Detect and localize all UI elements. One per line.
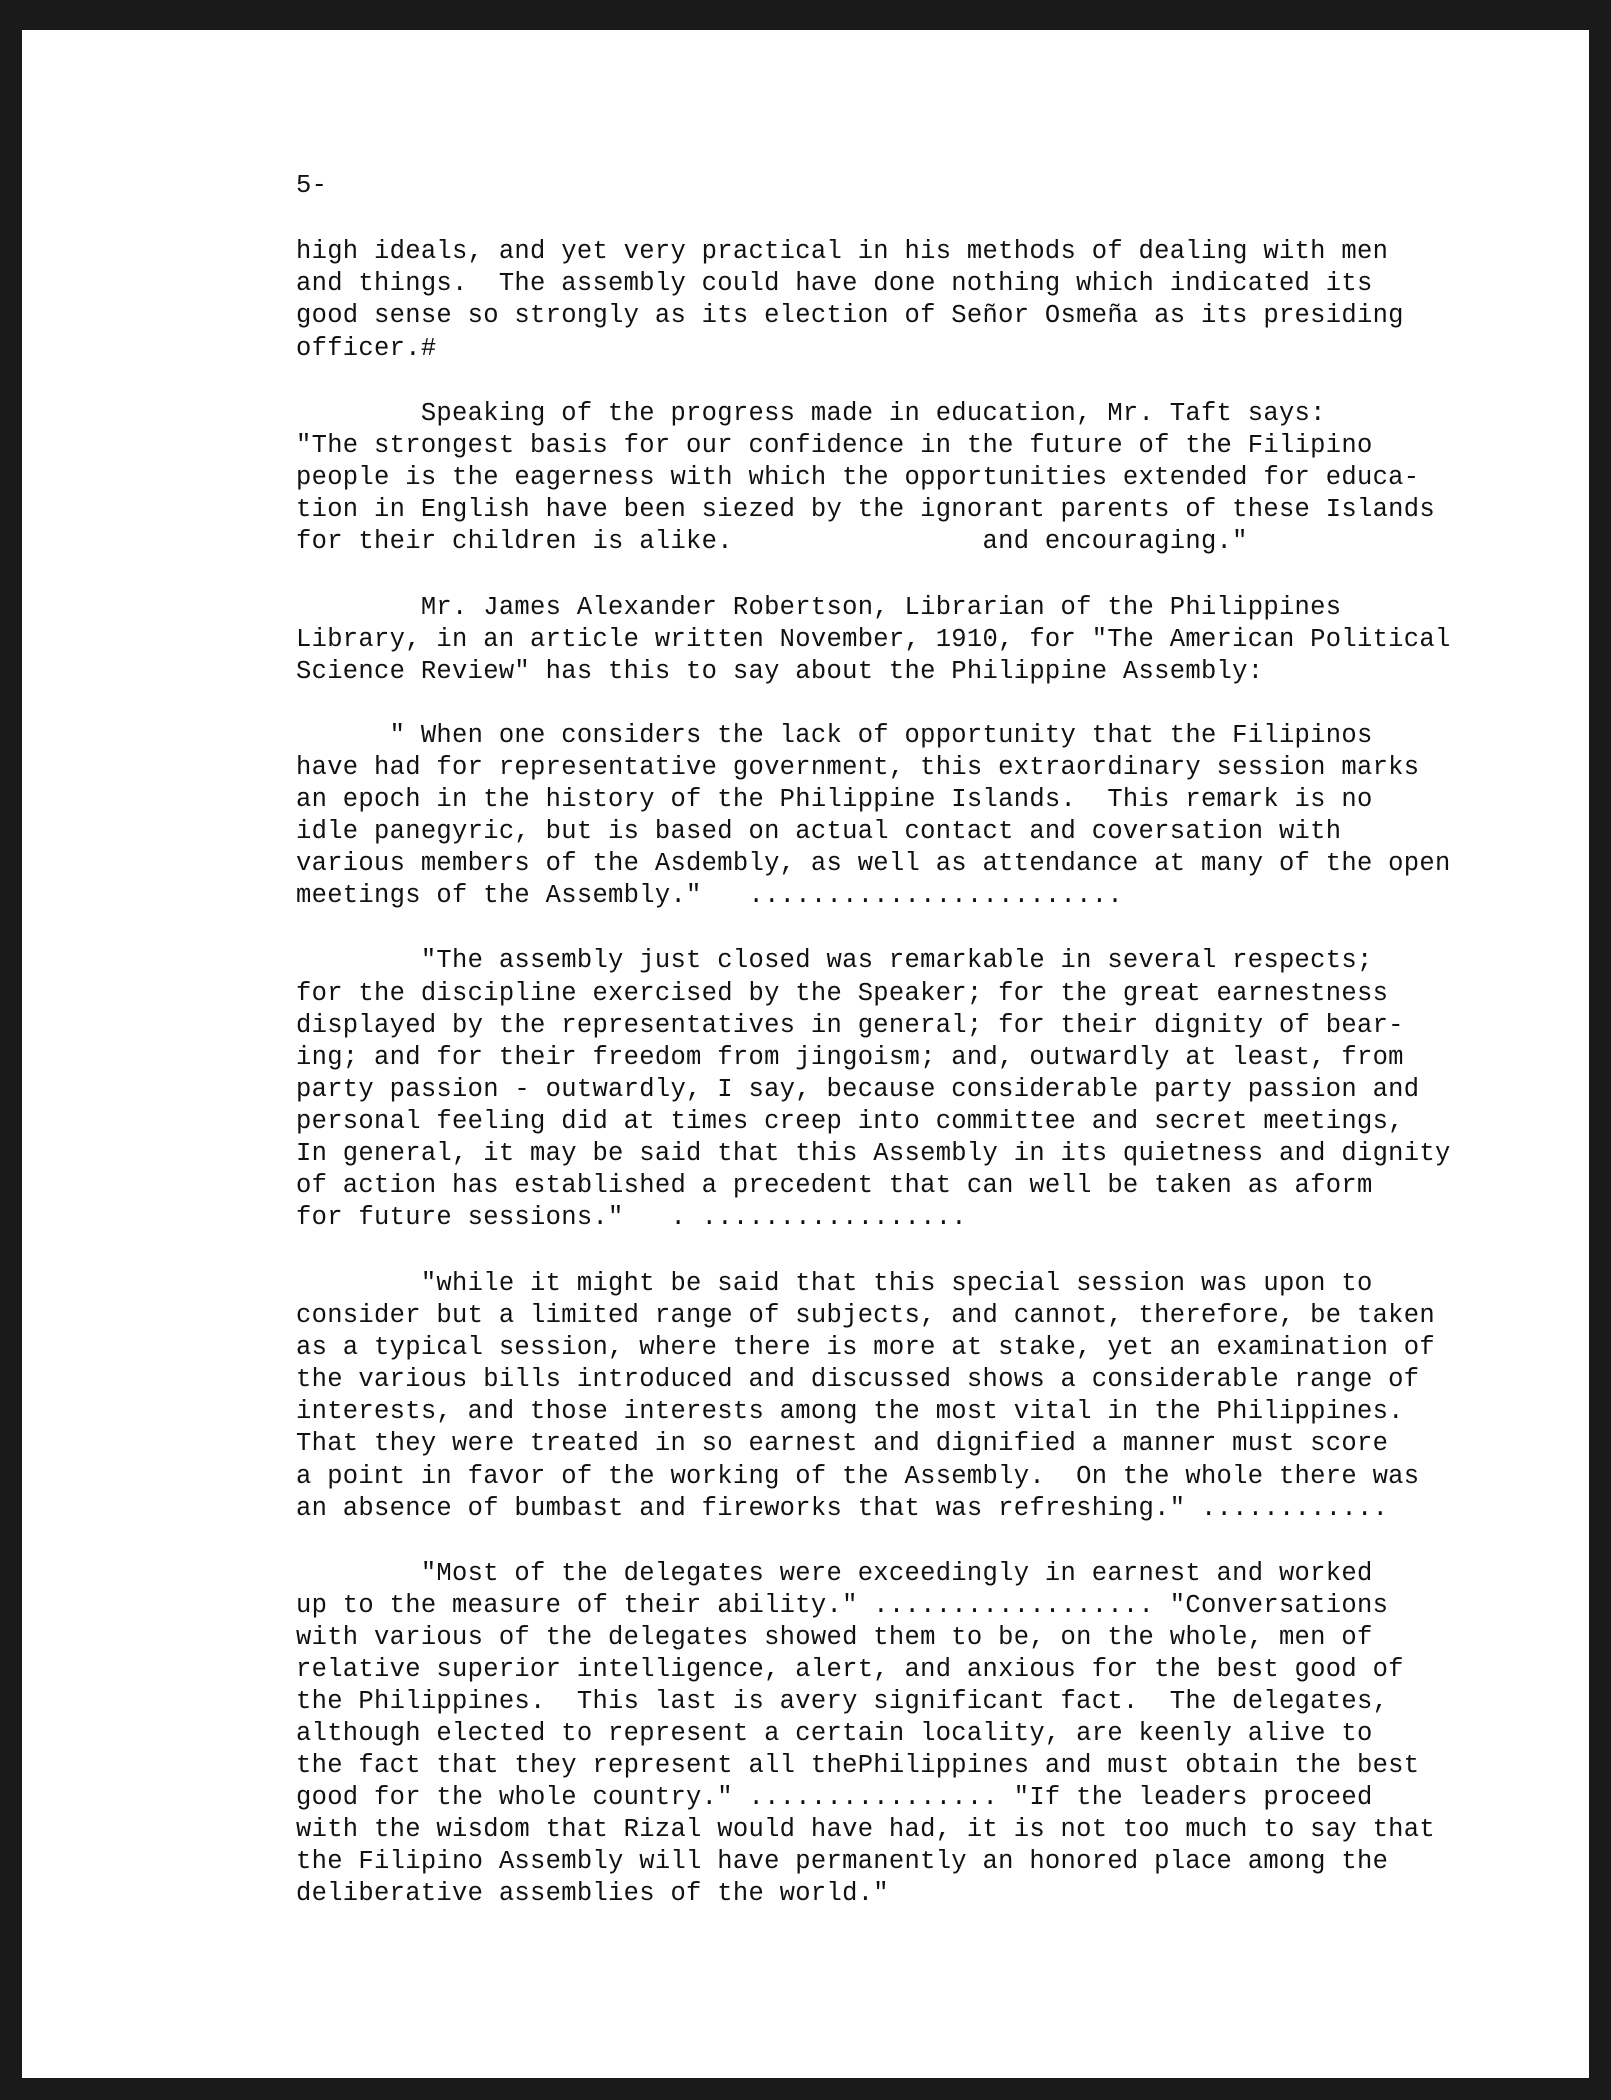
text-line: with various of the delegates showed them to be, on the whole, men of: [296, 1623, 1373, 1652]
text-line: the Filipino Assembly will have permanently an honored place among the: [296, 1847, 1389, 1876]
page-number: 5-: [296, 171, 328, 200]
text-line: people is the eagerness with which the opportunities extended for educa-: [296, 463, 1420, 492]
text-line: good for the whole country." ................ "If the leaders proceed: [296, 1783, 1373, 1812]
text-line: the fact that they represent all thePhilippines and must obtain the best: [296, 1751, 1420, 1780]
text-line: ing; and for their freedom from jingoism; and, outwardly at least, from: [296, 1043, 1404, 1072]
text-line: consider but a limited range of subjects, and cannot, therefore, be taken: [296, 1301, 1435, 1330]
text-line: and things. The assembly could have done nothing which indicated its: [296, 269, 1373, 298]
text-line: tion in English have been siezed by the ignorant parents of these Islands: [296, 495, 1435, 524]
text-line: "Most of the delegates were exceedingly in earnest and worked: [296, 1559, 1373, 1588]
text-line: for future sessions." . .................: [296, 1203, 967, 1232]
text-line: "while it might be said that this special session was upon to: [296, 1269, 1373, 1298]
text-line: high ideals, and yet very practical in his methods of dealing with men: [296, 237, 1389, 266]
text-line: of action has established a precedent that can well be taken as aform: [296, 1171, 1373, 1200]
text-line: displayed by the representatives in general; for their dignity of bear-: [296, 1011, 1404, 1040]
text-line: Library, in an article written November, 1910, for "The American Political: [296, 625, 1451, 654]
text-line: interests, and those interests among the most vital in the Philippines.: [296, 1397, 1404, 1426]
text-line: have had for representative government, this extraordinary session marks: [296, 753, 1420, 782]
text-line: " When one considers the lack of opportunity that the Filipinos: [296, 721, 1373, 750]
text-line: an epoch in the history of the Philippine Islands. This remark is no: [296, 785, 1373, 814]
text-line: as a typical session, where there is more at stake, yet an examination of: [296, 1333, 1435, 1362]
text-line: In general, it may be said that this Assembly in its quietness and dignity: [296, 1139, 1451, 1168]
text-line: Mr. James Alexander Robertson, Librarian of the Philippines: [296, 593, 1342, 622]
text-line: relative superior intelligence, alert, and anxious for the best good of: [296, 1655, 1404, 1684]
text-line: up to the measure of their ability." .................. "Conversations: [296, 1591, 1389, 1620]
text-line: "The assembly just closed was remarkable in several respects;: [296, 946, 1373, 975]
text-line: the Philippines. This last is avery significant fact. The delegates,: [296, 1687, 1389, 1716]
text-line: for the discipline exercised by the Speaker; for the great earnestness: [296, 979, 1389, 1008]
text-line: That they were treated in so earnest and dignified a manner must score: [296, 1429, 1389, 1458]
document-page: [22, 30, 1589, 2078]
text-line: for their children is alike. and encouraging.": [296, 527, 1248, 556]
text-line: a point in favor of the working of the Assembly. On the whole there was: [296, 1462, 1420, 1491]
text-line: with the wisdom that Rizal would have had, it is not too much to say that: [296, 1815, 1435, 1844]
text-line: officer.#: [296, 334, 437, 363]
text-line: meetings of the Assembly." ........................: [296, 881, 1123, 910]
text-line: party passion - outwardly, I say, because considerable party passion and: [296, 1075, 1420, 1104]
text-line: idle panegyric, but is based on actual contact and coversation with: [296, 817, 1342, 846]
text-line: various members of the Asdembly, as well as attendance at many of the open: [296, 849, 1451, 878]
text-line: an absence of bumbast and fireworks that was refreshing." ............: [296, 1494, 1389, 1523]
text-line: personal feeling did at times creep into committee and secret meetings,: [296, 1107, 1404, 1136]
text-line: the various bills introduced and discussed shows a considerable range of: [296, 1365, 1420, 1394]
text-line: deliberative assemblies of the world.": [296, 1879, 889, 1908]
text-line: "The strongest basis for our confidence in the future of the Filipino: [296, 431, 1373, 460]
text-line: although elected to represent a certain locality, are keenly alive to: [296, 1719, 1373, 1748]
text-line: good sense so strongly as its election of Señor Osmeña as its presiding: [296, 301, 1404, 330]
text-line: Science Review" has this to say about the Philippine Assembly:: [296, 657, 1264, 686]
text-line: Speaking of the progress made in education, Mr. Taft says:: [296, 399, 1326, 428]
